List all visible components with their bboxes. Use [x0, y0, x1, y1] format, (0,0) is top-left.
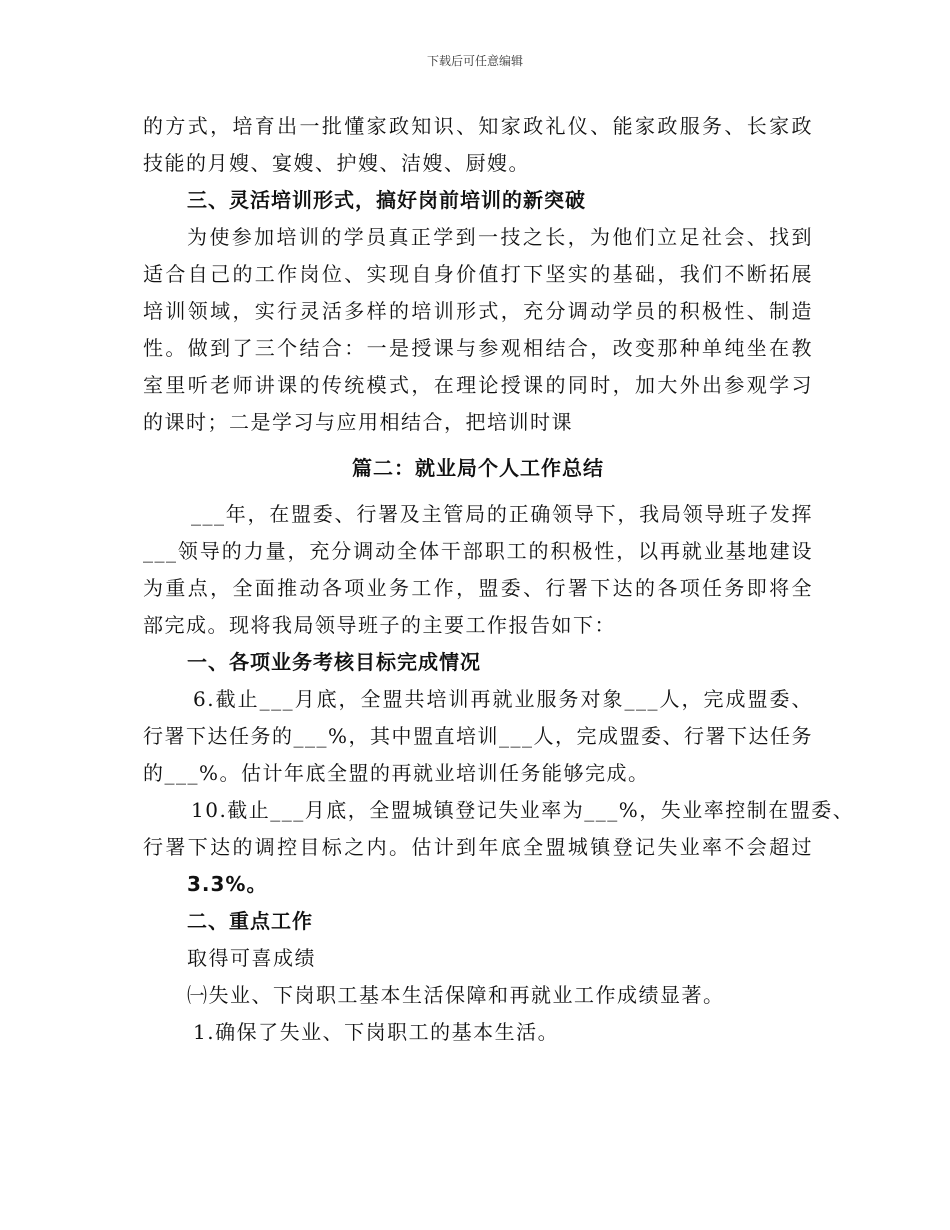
section-heading: 二、重点工作 — [187, 909, 313, 933]
paragraph-line: 的课时；二是学习与应用相结合，把培训时课 — [143, 410, 573, 434]
paragraph-line: 适合自己的工作岗位、实现自身价值打下坚实的基础，我们不断拓展 — [143, 262, 813, 286]
paragraph-line: 的方式，培育出一批懂家政知识、知家政礼仪、能家政服务、长家政 — [143, 114, 813, 138]
paragraph-line: 取得可喜成绩 — [187, 946, 316, 970]
paragraph-line: 3.3%。 — [187, 872, 268, 896]
paragraph-line: 培训领域，实行灵活多样的培训形式，充分调动学员的积极性、制造 — [143, 299, 813, 323]
paragraph-line: 技能的月嫂、宴嫂、护嫂、洁嫂、厨嫂。 — [143, 151, 530, 175]
paragraph-line: ㈠失业、下岗职工基本生活保障和再就业工作成绩显著。 — [187, 983, 725, 1007]
document-body — [143, 108, 855, 1051]
section-heading: 一、各项业务考核目标完成情况 — [187, 650, 481, 674]
paragraph-line: 1.确保了失业、下岗职工的基本生活。 — [193, 1020, 560, 1044]
paragraph-line: 行署下达的调控目标之内。估计到年底全盟城镇登记失业率不会超过 — [143, 835, 813, 859]
page-header: 下载后可任意编辑 — [426, 54, 523, 68]
paragraph-line: ___年，在盟委、行署及主管局的正确领导下，我局领导班子发挥 — [191, 502, 813, 526]
paragraph-line: ___领导的力量，充分调动全体干部职工的积极性，以再就业基地建设 — [143, 539, 813, 563]
paragraph-line: 性。做到了三个结合：一是授课与参观相结合，改变那种单纯坐在教 — [143, 336, 813, 360]
paragraph-line: 的___%。估计年底全盟的再就业培训任务能够完成。 — [143, 761, 650, 785]
paragraph-line: 为重点，全面推动各项业务工作，盟委、行署下达的各项任务即将全 — [143, 576, 813, 600]
section-heading: 三、灵活培训形式，搞好岗前培训的新突破 — [187, 188, 586, 212]
paragraph-line: 为使参加培训的学员真正学到一技之长，为他们立足社会、找到 — [187, 225, 813, 249]
article-title: 篇二：就业局个人工作总结 — [352, 456, 604, 480]
paragraph-line: 6.截止___月底，全盟共培训再就业服务对象___人，完成盟委、 — [193, 687, 813, 711]
paragraph-line: 10.截止___月底，全盟城镇登记失业率为___%，失业率控制在盟委、 — [191, 798, 855, 822]
paragraph-line: 部完成。现将我局领导班子的主要工作报告如下： — [143, 613, 616, 637]
paragraph-line: 行署下达任务的___%，其中盟直培训___人，完成盟委、行署下达任务 — [143, 724, 814, 748]
paragraph-line: 室里听老师讲课的传统模式，在理论授课的同时，加大外出参观学习 — [143, 373, 813, 397]
